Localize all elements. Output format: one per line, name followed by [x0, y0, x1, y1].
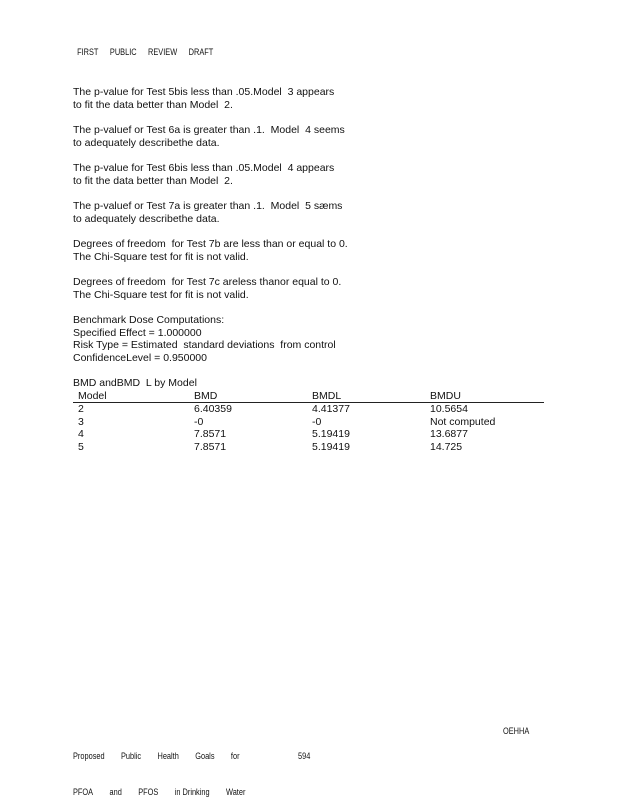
table-cell: 7.8571	[194, 440, 227, 453]
footer-word: Health	[157, 751, 179, 761]
header-word: DRAFT	[188, 47, 214, 57]
footer-word: Proposed	[73, 751, 105, 761]
text-line: Benchmark Dose Computations:	[73, 314, 225, 326]
table-cell: 10.5654	[430, 403, 468, 416]
footer-word: Water	[226, 787, 246, 797]
table-cell: 4	[78, 428, 84, 441]
text-line: The p-valuef or Test 7a is greater than .1. Model 5 sæms	[73, 200, 343, 212]
table-cell: 3	[78, 415, 84, 428]
paragraph-test-7a	[73, 200, 553, 225]
header-word: REVIEW	[148, 47, 178, 57]
text-line: to fit the data better than Model 2.	[73, 174, 233, 187]
footer-line-2	[73, 786, 262, 798]
document-footer	[73, 726, 262, 810]
table-cell: -0	[312, 415, 322, 428]
text-line: The p-value for Test 6bis less than .05.Model 4 appears	[73, 162, 335, 174]
table-cell: 5.19419	[312, 428, 350, 441]
paragraph-test-7b	[73, 238, 553, 263]
table-cell: 4.41377	[312, 403, 350, 416]
column-header: BMD	[194, 390, 218, 403]
page-number: 594	[298, 751, 311, 761]
bmd-table	[73, 390, 544, 453]
text-line: ConfidenceLevel = 0.950000	[73, 352, 207, 365]
footer-word: for	[230, 751, 240, 761]
text-line: to adequately describethe data.	[73, 212, 220, 225]
table-cell: 13.6877	[430, 428, 468, 441]
paragraph-test-6a	[73, 124, 553, 149]
table-cell: 2	[78, 403, 84, 416]
table-row	[73, 416, 544, 429]
benchmark-dose-computations	[73, 314, 553, 365]
footer-word: Public	[120, 751, 142, 761]
text-line: The p-value for Test 5bis less than .05.Model 3 appears	[73, 86, 335, 98]
table-cell: 5.19419	[312, 440, 350, 453]
paragraph-test-5b	[73, 86, 553, 111]
footer-word: PFOS	[138, 787, 159, 797]
table-row	[73, 441, 544, 454]
column-header: BMDU	[430, 390, 461, 403]
footer-word: in Drinking	[174, 787, 210, 797]
paragraph-test-7c	[73, 276, 553, 301]
column-header: Model	[78, 390, 107, 403]
footer-word: and	[109, 787, 122, 797]
footer-word: Goals	[195, 751, 215, 761]
table-cell: -0	[194, 415, 204, 428]
table-row	[73, 403, 544, 416]
footer-line-1	[73, 750, 262, 762]
table-cell: Not computed	[430, 415, 496, 428]
text-line: Risk Type = Estimated standard deviations from control	[73, 339, 336, 352]
column-header: BMDL	[312, 390, 342, 403]
table-cell: 7.8571	[194, 428, 227, 441]
text-line: Degrees of freedom for Test 7b are less than or equal to 0.	[73, 238, 348, 250]
text-line: Specified Effect = 1.000000	[73, 326, 202, 339]
header-word: FIRST	[77, 47, 99, 57]
document-body	[73, 86, 553, 453]
header-word: PUBLIC	[109, 47, 137, 57]
footer-word: PFOA	[73, 787, 94, 797]
paragraph-test-6b	[73, 162, 553, 187]
text-line: to fit the data better than Model 2.	[73, 98, 233, 111]
footer-organization: OEHHA	[503, 726, 530, 736]
table-header-row	[73, 390, 544, 403]
table-row	[73, 428, 544, 441]
table-cell: 14.725	[430, 440, 463, 453]
text-line: Degrees of freedom for Test 7c areless thanor equal to 0.	[73, 276, 342, 288]
text-line: The Chi-Square test for fit is not valid.	[73, 250, 249, 263]
draft-header	[73, 37, 225, 57]
bmd-table-title: BMD andBMD L by Model	[73, 377, 197, 390]
text-line: to adequately describethe data.	[73, 136, 220, 149]
text-line: The p-valuef or Test 6a is greater than .1. Model 4 seems	[73, 124, 345, 136]
table-cell: 6.40359	[194, 403, 232, 416]
bmd-table-section	[73, 377, 553, 453]
text-line: The Chi-Square test for fit is not valid.	[73, 288, 249, 301]
table-cell: 5	[78, 440, 84, 453]
